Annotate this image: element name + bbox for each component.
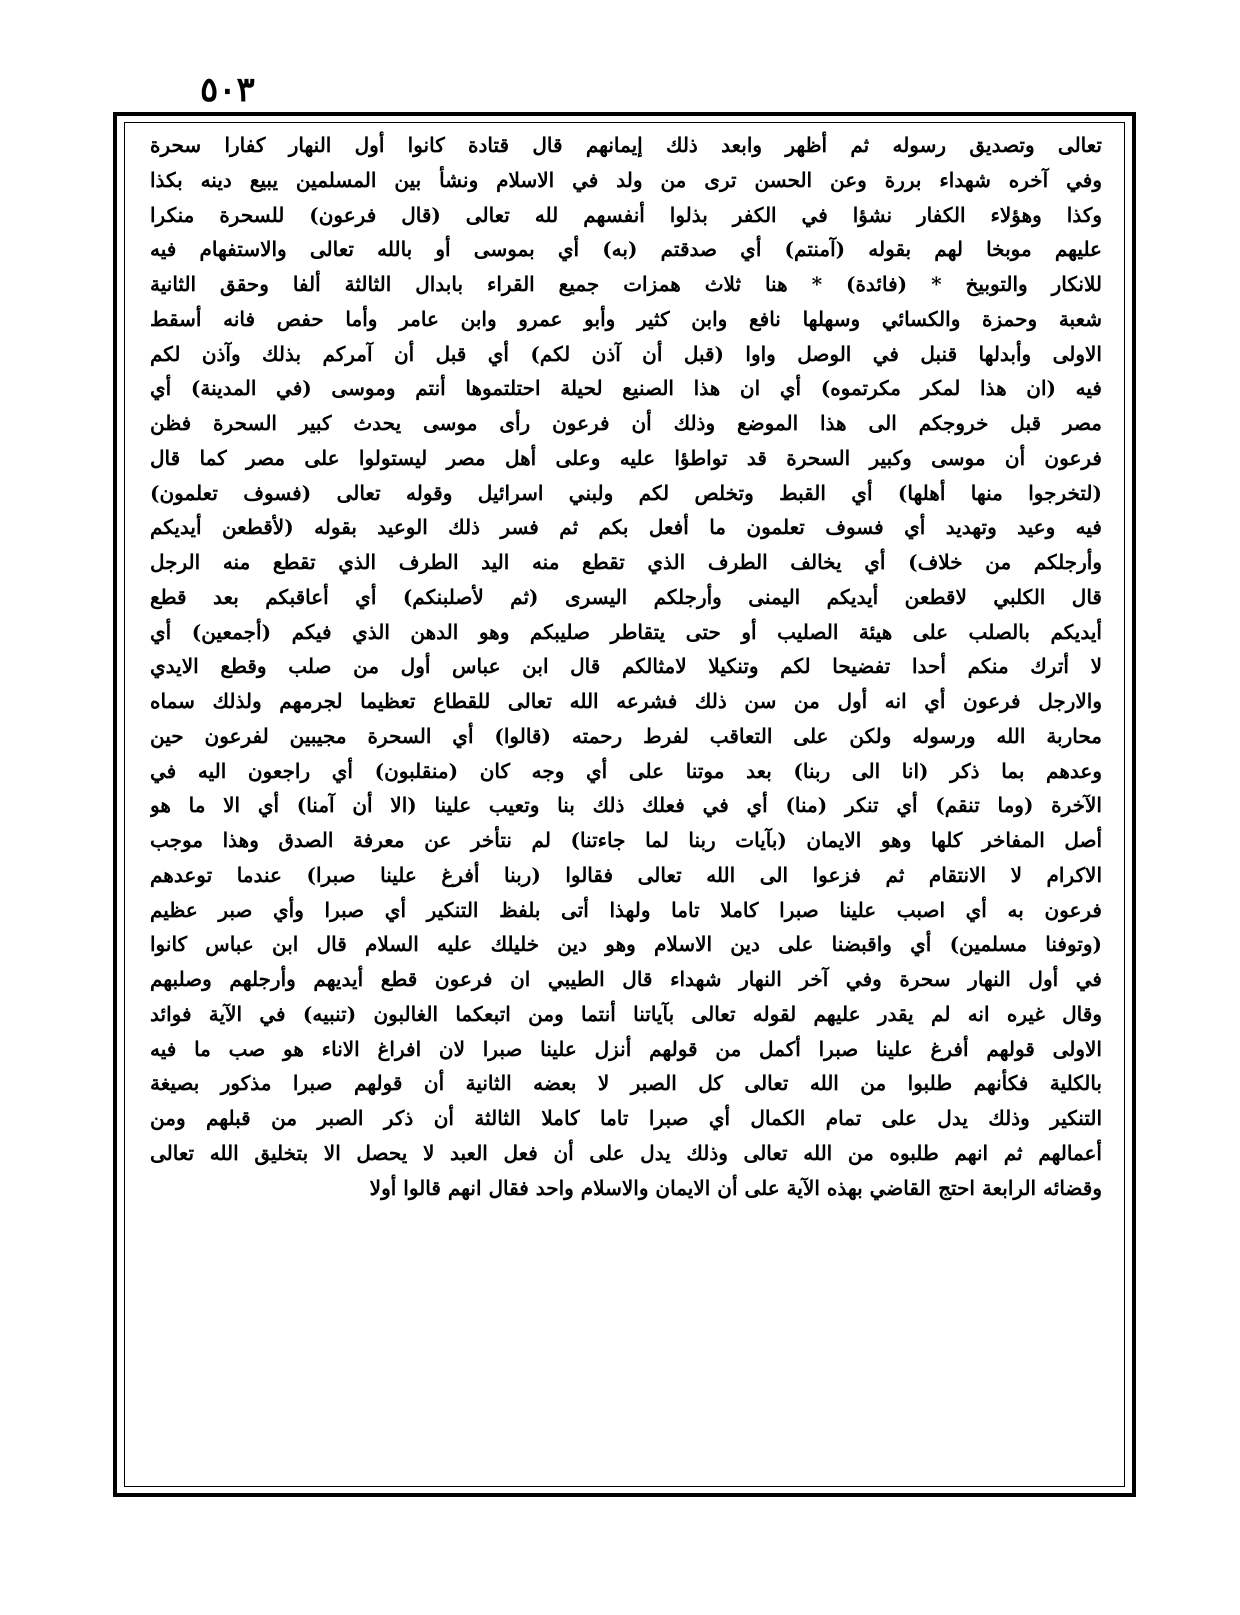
- text-line: في أول النهار سحرة وفي آخر النهار شهداء قال الطيبي ان فرعون قطع أيديهم وأرجلهم وصلبهم: [150, 967, 1102, 991]
- text-line: التنكير وذلك يدل على تمام الكمال أي صبرا تاما كاملا الثالثة أن ذكر الصبر من قبلهم ومن: [150, 1106, 1102, 1130]
- text-line: فرعون أن موسى وكبير السحرة قد تواطؤا عليه وعلى أهل مصر ليستولوا على مصر كما قال: [150, 445, 1102, 470]
- text-line: قال الكلبي لاقطعن أيديكم اليمنى وأرجلكم اليسرى (ثم لأصلبنكم) أي أعاقبكم بعد قطع: [150, 584, 1102, 609]
- text-line: (وتوفنا مسلمين) أي واقبضنا على دين الاسلام وهو دين خليلك عليه السلام قال ابن عباس كانوا: [150, 932, 1102, 957]
- text-line: عليهم موبخا لهم بقوله (آمنتم) أي صدقتم (به) أي بموسى أو بالله تعالى والاستفهام فيه: [150, 237, 1102, 262]
- page-number: ٥٠٣: [200, 70, 255, 110]
- main-text-block: [150, 128, 1102, 1480]
- text-line: وعدهم بما ذكر (انا الى ربنا) بعد موتنا على أي وجه كان (منقلبون) أي راجعون اليه في: [150, 758, 1102, 783]
- text-line: وقال غيره انه لم يقدر عليهم لقوله تعالى بآياتنا أنتما ومن اتبعكما الغالبون (تنبيه) في الآية فوائد: [150, 1001, 1102, 1026]
- text-line: للانكار والتوبيخ * (فائدة) * هنا ثلاث همزات جميع القراء بابدال الثالثة ألفا وحقق الثانية: [150, 272, 1102, 296]
- text-line: أصل المفاخر كلها وهو الايمان (بآيات ربنا لما جاءتنا) لم نتأخر عن معرفة الصدق وهذا موجب: [150, 828, 1102, 852]
- text-line: الاكرام لا الانتقام ثم فزعوا الى الله تعالى فقالوا (ربنا أفرغ علينا صبرا) عندما توعدهم: [150, 862, 1102, 887]
- text-line: والارجل فرعون أي انه أول من سن ذلك فشرعه الله تعالى للقطاع تعظيما لجرمهم ولذلك سماه: [150, 689, 1102, 713]
- text-line: تعالى وتصديق رسوله ثم أظهر وابعد ذلك إيمانهم قال قتادة كانوا أول النهار كفارا سحرة: [150, 133, 1102, 157]
- text-line: شعبة وحمزة والكسائي وسهلها نافع وابن كثير وأبو عمرو وابن عامر وأما حفص فانه أسقط: [150, 306, 1102, 331]
- text-line: مصر قبل خروجكم الى هذا الموضع وذلك أن فرعون رأى موسى يحدث كبير السحرة فظن: [150, 411, 1102, 435]
- text-line: وأرجلكم من خلاف) أي يخالف الطرف الذي تقطع منه اليد الطرف الذي تقطع منه الرجل: [150, 550, 1102, 574]
- text-line: (لتخرجوا منها أهلها) أي القبط وتخلص لكم ولبني اسرائيل وقوله تعالى (فسوف تعلمون): [150, 480, 1102, 505]
- text-line: أيديكم بالصلب على هيئة الصليب أو حتى يتقاطر صليبكم وهو الدهن الذي فيكم (أجمعين) أي: [150, 619, 1102, 644]
- text-line: بالكلية فكأنهم طلبوا من الله تعالى كل الصبر لا بعضه الثانية أن قولهم صبرا مذكور بصيغة: [150, 1071, 1102, 1096]
- text-line: أعمالهم ثم انهم طلبوه من الله تعالى وذلك يدل على أن فعل العبد لا يحصل الا بتخليق الله تعالى: [150, 1140, 1102, 1165]
- text-line: لا أترك منكم أحدا تفضيحا لكم وتنكيلا لامثالكم قال ابن عباس أول من صلب وقطع الايدي: [150, 654, 1102, 679]
- text-line: فيه (ان هذا لمكر مكرتموه) أي ان هذا الصنيع لحيلة احتلتموها أنتم وموسى (في المدينة) أي: [150, 376, 1102, 401]
- text-line: وكذا وهؤلاء الكفار نشؤا في الكفر بذلوا أنفسهم لله تعالى (قال فرعون) للسحرة منكرا: [150, 202, 1102, 227]
- text-line: محاربة الله ورسوله ولكن على التعاقب لفرط رحمته (قالوا) أي السحرة مجيبين لفرعون حين: [150, 723, 1102, 748]
- text-line: فرعون به أي اصبب علينا صبرا كاملا تاما ولهذا أتى بلفظ التنكير أي صبرا وأي صبر عظيم: [150, 897, 1102, 922]
- text-line: الاولى وأبدلها قنبل في الوصل واوا (قبل أن آذن لكم) أي قبل أن آمركم بذلك وآذن لكم: [150, 341, 1102, 366]
- text-line: فيه وعيد وتهديد أي فسوف تعلمون ما أفعل بكم ثم فسر ذلك الوعيد بقوله (لأقطعن أيديكم: [150, 515, 1102, 540]
- text-line: وقضائه الرابعة احتج القاضي بهذه الآية على أن الايمان والاسلام واحد فقال انهم قالوا أولا: [369, 1175, 1102, 1200]
- text-line: الاولى قولهم أفرغ علينا صبرا أكمل من قولهم أنزل علينا صبرا لان افراغ الاناء هو صب ما فيه: [150, 1036, 1102, 1061]
- text-line: الآخرة (وما تنقم) أي تنكر (منا) أي في فعلك ذلك بنا وتعيب علينا (الا أن آمنا) أي الا ما هو: [150, 793, 1102, 818]
- text-line: وفي آخره شهداء بررة وعن الحسن ترى من ولد في الاسلام ونشأ بين المسلمين يبيع دينه بكذا: [150, 167, 1102, 192]
